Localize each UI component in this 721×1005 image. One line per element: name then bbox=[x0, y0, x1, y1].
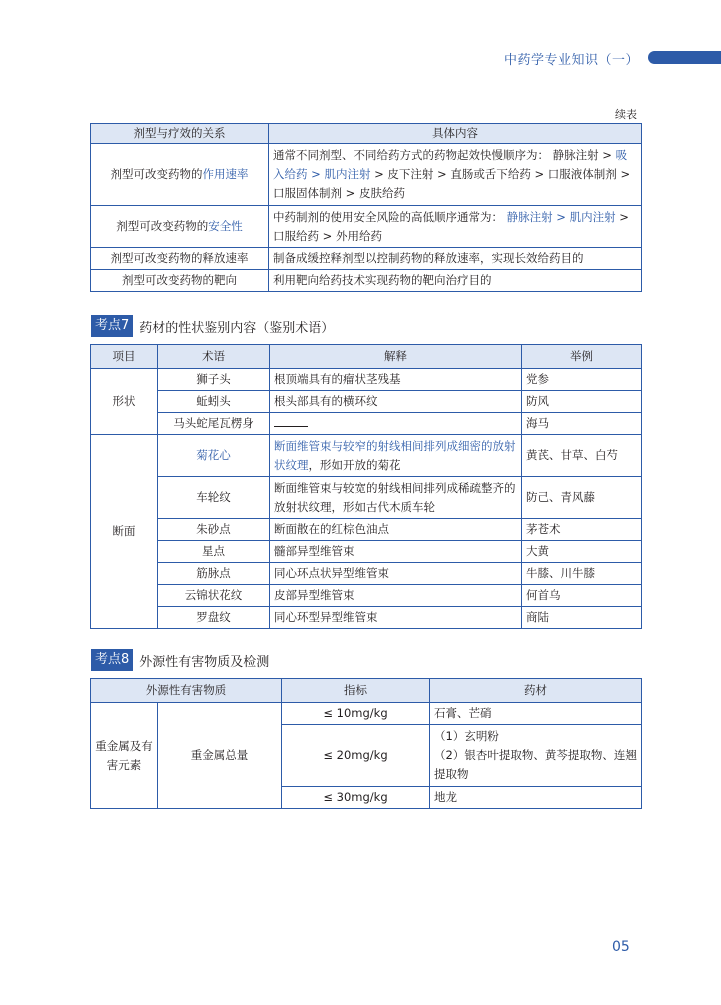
table-header-row bbox=[91, 124, 642, 144]
table-row bbox=[91, 477, 642, 519]
table-row bbox=[91, 563, 642, 585]
explanation-cell: 断面散在的红棕色油点 bbox=[270, 519, 522, 541]
row-content: 利用靶向给药技术实现药物的靶向治疗目的 bbox=[269, 270, 642, 292]
group-label: 断面 bbox=[91, 435, 158, 629]
herbs-cell bbox=[430, 725, 642, 787]
column-header: 解释 bbox=[270, 345, 522, 369]
category-cell: 重金属及有害元素 bbox=[91, 703, 158, 809]
herbs-cell: 地龙 bbox=[430, 787, 642, 809]
limit-cell: ≤ 30mg/kg bbox=[282, 787, 430, 809]
limit-cell: ≤ 20mg/kg bbox=[282, 725, 430, 787]
subcategory-cell: 重金属总量 bbox=[158, 703, 282, 809]
table-row bbox=[91, 435, 642, 477]
table-row bbox=[91, 270, 642, 292]
explanation-cell: 同心环点状异型维管束 bbox=[270, 563, 522, 585]
column-header: 举例 bbox=[522, 345, 642, 369]
explanation-cell bbox=[270, 413, 522, 435]
example-cell: 防风 bbox=[522, 391, 642, 413]
row-content: 制备成缓控释剂型以控制药物的释放速率，实现长效给药目的 bbox=[269, 248, 642, 270]
section-title: 药材的性状鉴别内容（鉴别术语） bbox=[139, 320, 335, 336]
table-row bbox=[91, 541, 642, 563]
row-label: 剂型可改变药物的靶向 bbox=[91, 270, 269, 292]
example-cell: 牛膝、川牛膝 bbox=[522, 563, 642, 585]
content-text: 中药制剂的使用安全风险的高低顺序通常为： bbox=[273, 209, 507, 224]
table-row bbox=[91, 519, 642, 541]
explanation-cell: 断面维管束与较宽的射线相间排列成稀疏整齐的放射状纹理，形如古代木质车轮 bbox=[270, 477, 522, 519]
explanation-cell: 髓部异型维管束 bbox=[270, 541, 522, 563]
explanation-cell: 皮部异型维管束 bbox=[270, 585, 522, 607]
term-cell: 马头蛇尾瓦楞身 bbox=[158, 413, 270, 435]
book-title: 中药学专业知识（一） bbox=[504, 53, 640, 68]
table-row bbox=[91, 391, 642, 413]
column-header: 术语 bbox=[158, 345, 270, 369]
example-cell: 何首乌 bbox=[522, 585, 642, 607]
content-text: > 口服给药 > 外用给药 bbox=[273, 209, 629, 243]
row-content bbox=[269, 144, 642, 206]
term-cell: 云锦状花纹 bbox=[158, 585, 270, 607]
term-cell: 罗盘纹 bbox=[158, 607, 270, 629]
row-content bbox=[269, 206, 642, 248]
term-cell: 星点 bbox=[158, 541, 270, 563]
blank-line bbox=[274, 414, 308, 427]
column-header: 具体内容 bbox=[269, 124, 642, 144]
dosage-form-table bbox=[90, 123, 642, 292]
table-row bbox=[91, 144, 642, 206]
example-cell: 商陆 bbox=[522, 607, 642, 629]
explanation-cell: 根顶端具有的瘤状茎残基 bbox=[270, 369, 522, 391]
section-heading-7 bbox=[91, 315, 334, 337]
column-header: 指标 bbox=[282, 679, 430, 703]
example-cell: 黄芪、甘草、白芍 bbox=[522, 435, 642, 477]
example-cell: 海马 bbox=[522, 413, 642, 435]
row-label: 剂型可改变药物的安全性 bbox=[91, 206, 269, 248]
row-label: 剂型可改变药物的作用速率 bbox=[91, 144, 269, 206]
section-title: 外源性有害物质及检测 bbox=[139, 654, 270, 670]
explanation-cell: 断面维管束与较窄的射线相间排列成细密的放射状纹理，形如开放的菊花 bbox=[270, 435, 522, 477]
section-tag: 考点8 bbox=[91, 649, 133, 671]
explanation-cell: 根头部具有的横环纹 bbox=[270, 391, 522, 413]
identification-terms-table bbox=[90, 344, 642, 629]
table-row bbox=[91, 369, 642, 391]
herb-line: （2）银杏叶提取物、黄芩提取物、连翘提取物 bbox=[434, 748, 637, 781]
example-cell: 大黄 bbox=[522, 541, 642, 563]
group-label: 形状 bbox=[91, 369, 158, 435]
table-header-row bbox=[91, 679, 642, 703]
column-header: 外源性有害物质 bbox=[91, 679, 282, 703]
table-row bbox=[91, 206, 642, 248]
row-label: 剂型可改变药物的释放速率 bbox=[91, 248, 269, 270]
term-cell: 蚯蚓头 bbox=[158, 391, 270, 413]
column-header: 剂型与疗效的关系 bbox=[91, 124, 269, 144]
page-number: 05 bbox=[612, 939, 630, 955]
table-row bbox=[91, 703, 642, 725]
example-cell: 防己、青风藤 bbox=[522, 477, 642, 519]
limit-cell: ≤ 10mg/kg bbox=[282, 703, 430, 725]
example-cell: 茅苍术 bbox=[522, 519, 642, 541]
harmful-substances-table bbox=[90, 678, 642, 809]
header-accent-bar bbox=[648, 51, 721, 64]
term-cell: 筋脉点 bbox=[158, 563, 270, 585]
column-header: 药材 bbox=[430, 679, 642, 703]
highlight-text: 静脉注射 > 肌内注射 bbox=[506, 209, 616, 224]
explanation-cell: 同心环型异型维管束 bbox=[270, 607, 522, 629]
herbs-cell: 石膏、芒硝 bbox=[430, 703, 642, 725]
content-text: 通常不同剂型、不同给药方式的药物起效快慢顺序为： 静脉注射 > bbox=[273, 148, 616, 162]
herb-line: （1）玄明粉 bbox=[434, 729, 499, 743]
term-cell: 朱砂点 bbox=[158, 519, 270, 541]
table-row bbox=[91, 413, 642, 435]
table-row bbox=[91, 607, 642, 629]
example-cell: 党参 bbox=[522, 369, 642, 391]
column-header: 项目 bbox=[91, 345, 158, 369]
continued-label: 续表 bbox=[615, 108, 637, 121]
table-row bbox=[91, 585, 642, 607]
table-row bbox=[91, 248, 642, 270]
highlight-text: 吸入给药 > 肌内注射 bbox=[273, 148, 628, 181]
content-text: > 皮下注射 > 直肠或舌下给药 > 口服液体制剂 > 口服固体制剂 > 皮肤给药 bbox=[273, 167, 631, 200]
section-tag: 考点7 bbox=[91, 315, 133, 337]
term-cell: 菊花心 bbox=[158, 435, 270, 477]
term-cell: 车轮纹 bbox=[158, 477, 270, 519]
term-cell: 狮子头 bbox=[158, 369, 270, 391]
section-heading-8 bbox=[91, 649, 269, 671]
table-header-row bbox=[91, 345, 642, 369]
